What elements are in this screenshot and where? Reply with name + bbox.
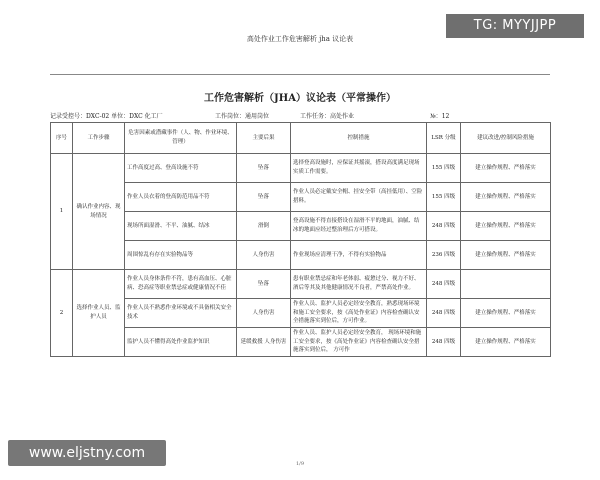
result-cell: 坠落 xyxy=(237,270,291,299)
row-seq: 1 xyxy=(51,154,73,270)
col-header-lsr: LSR 分级 xyxy=(427,123,461,154)
col-header-control: 控制措施 xyxy=(291,123,427,154)
document-title: 工作危害解析（JHA）议论表（平常操作） xyxy=(204,93,396,104)
col-header-seq: 序号 xyxy=(51,123,73,154)
lsr-cell: 236 四级 xyxy=(427,241,461,270)
lsr-cell: 155 四级 xyxy=(427,183,461,212)
control-cell: 作业现场应清理干净，不得有实验物品 xyxy=(291,241,427,270)
table-row xyxy=(51,241,551,270)
control-cell: 选择登高设施时，应保证其摇滚，搭设高度满足现场实质工作需要。 xyxy=(291,154,427,183)
advice-cell: 建立操作规程、严格落实 xyxy=(461,328,551,357)
header-rule xyxy=(50,74,550,75)
meta-task: 工作任务：高处作业 xyxy=(300,113,355,120)
advice-cell xyxy=(461,270,551,299)
advice-cell: 建立操作规程、严格落实 xyxy=(461,241,551,270)
meta-no xyxy=(430,111,449,120)
meta-post: 工作岗位：通用岗位 xyxy=(215,113,270,120)
table-row xyxy=(51,154,551,183)
table-row xyxy=(51,328,551,357)
result-cell: 延缓救援 人身伤害 xyxy=(237,328,291,357)
col-header-advice: 建议改进/控制风险措施 xyxy=(461,123,551,154)
lsr-cell: 248 四级 xyxy=(427,212,461,241)
hazard-cell: 现场所面湿滑、不平、油腻、结冰 xyxy=(125,212,237,241)
table-header-row xyxy=(51,123,551,154)
col-header-result: 主要后果 xyxy=(237,123,291,154)
result-cell: 坠落 xyxy=(237,183,291,212)
url-watermark: www.eljstny.com xyxy=(8,440,166,466)
jha-table xyxy=(50,122,551,357)
advice-cell: 建立操作规程、严格落实 xyxy=(461,299,551,328)
lsr-cell: 248 四级 xyxy=(427,328,461,357)
table-row xyxy=(51,270,551,299)
hazard-cell: 作业人员不熟悉作业环境或不具备相关安全技术 xyxy=(125,299,237,328)
running-header: 高处作业工作危害解析 jha 议论表 xyxy=(246,35,354,43)
control-cell: 登高设施不得直接搭设在湿滑不平的地面，油腻、结冰的地面应经过整治理后方可搭设。 xyxy=(291,212,427,241)
page-number: 1/9 xyxy=(295,461,305,467)
control-cell: 作业人员、监护人员必定经安全教育，熟悉现场环境和施工安全要求，按《高处作业证》内容检查确认安全措施落实到位后，方可作业。 xyxy=(291,299,427,328)
meta-unit: 记录受控号：DXC-02 单位：DXC 化工厂 xyxy=(50,113,163,120)
hazard-cell: 作业人员衣着的登高防范用品不符 xyxy=(125,183,237,212)
advice-cell: 建立操作规程、严格落实 xyxy=(461,183,551,212)
control-cell: 患有职业禁忌症和年老体弱、疲惫过分、视力不好、酒后等其及其他健康情况不良者，严禁高处作业。 xyxy=(291,270,427,299)
table-row xyxy=(51,212,551,241)
advice-cell: 建立操作规程、严格落实 xyxy=(461,212,551,241)
watermark-badge: TG: MYYJJPP xyxy=(446,14,584,38)
hazard-cell: 作业人员身体条件不符，患有高血压、心脏病、恐高症等职业禁忌症或健康情况不佳 xyxy=(125,270,237,299)
row-seq: 2 xyxy=(51,270,73,357)
meta-no-label: №： xyxy=(430,113,442,120)
lsr-cell: 155 四级 xyxy=(427,154,461,183)
lsr-cell: 248 四级 xyxy=(427,299,461,328)
hazard-cell: 周围惊乱有存在实验物品等 xyxy=(125,241,237,270)
hazard-cell: 工作高度过高、登高设施不符 xyxy=(125,154,237,183)
result-cell: 人身伤害 xyxy=(237,299,291,328)
advice-cell: 建立操作规程、严格落实 xyxy=(461,154,551,183)
table-row xyxy=(51,183,551,212)
table-row xyxy=(51,299,551,328)
hazard-cell: 监护人员不懂得高处作业监护知识 xyxy=(125,328,237,357)
row-step: 确认作业内容、现场情况 xyxy=(73,154,125,270)
result-cell: 滑倒 xyxy=(237,212,291,241)
col-header-step: 工作步骤 xyxy=(73,123,125,154)
result-cell: 人身伤害 xyxy=(237,241,291,270)
control-cell: 作业人员、监护人员必定经安全教育， 现场环境和施工安全要求，按《高处作业证》内容检查确认安全措施落实到位后， 方可作 xyxy=(291,328,427,357)
col-header-hazard: 危害因素或潜藏事件（人、物、作业环境、管理） xyxy=(125,123,237,154)
lsr-cell: 248 四级 xyxy=(427,270,461,299)
result-cell: 坠落 xyxy=(237,154,291,183)
control-cell: 作业人员必定戴安全帽、挂安全带（高挂低用）、空险措料。 xyxy=(291,183,427,212)
row-step: 选择作业人员、监护人员 xyxy=(73,270,125,357)
meta-no-value: 12 xyxy=(441,113,450,120)
